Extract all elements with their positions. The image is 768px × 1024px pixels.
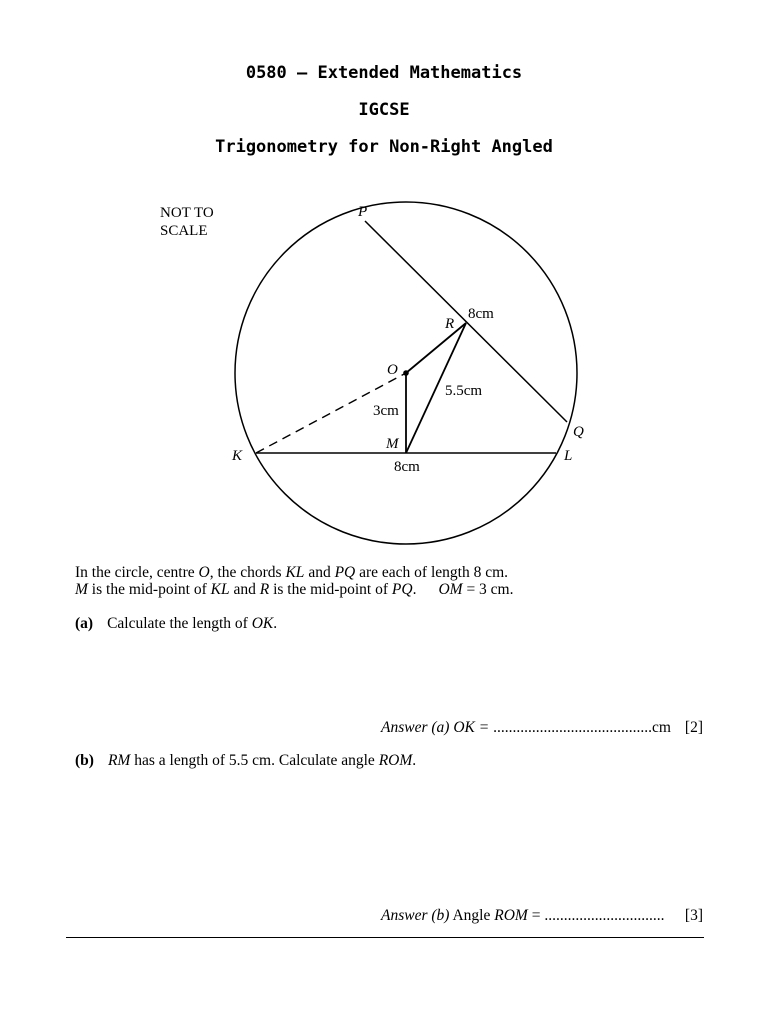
- label-K: K: [232, 448, 243, 464]
- not-to-scale-line2: SCALE: [160, 223, 208, 239]
- length-KL: 8cm: [394, 459, 420, 475]
- length-RM: 5.5cm: [445, 383, 483, 399]
- answer-b-line: Answer (b) Angle ROM = ............................... [3]: [381, 907, 703, 924]
- header-title-line3: Trigonometry for Non-Right Angled: [215, 137, 553, 157]
- label-Q: Q: [573, 424, 584, 440]
- page-divider: [66, 937, 704, 938]
- centre-point-O: [403, 370, 409, 376]
- marks-b: [3]: [684, 907, 703, 924]
- answer-b-blank: ...............................: [544, 907, 665, 924]
- label-O: O: [387, 362, 398, 378]
- part-b-question: (b) RM has a length of 5.5 cm. Calculate angle ROM.: [75, 752, 417, 769]
- header-title-line1: 0580 – Extended Mathematics: [245, 63, 523, 83]
- answer-a-blank: .........................................: [493, 719, 652, 736]
- length-OM: 3cm: [373, 403, 399, 419]
- label-L: L: [564, 448, 573, 464]
- label-R: R: [445, 316, 455, 332]
- part-b-label: (b): [75, 752, 94, 769]
- answer-a-line: Answer (a) OK = .........................................cm [2]: [381, 719, 703, 736]
- label-M: M: [386, 436, 399, 452]
- question-stem-line1: In the circle, centre O, the chords KL and PQ are each of length 8 cm.: [75, 564, 509, 581]
- not-to-scale-line1: NOT TO: [160, 205, 214, 221]
- question-stem-line2: M is the mid-point of KL and R is the mid-point of PQ. OM = 3 cm.: [75, 581, 514, 598]
- marks-a: [2]: [684, 719, 703, 736]
- header-title-line2: IGCSE: [358, 100, 410, 120]
- length-RQ: 8cm: [468, 306, 494, 322]
- segment-OR: [406, 323, 466, 373]
- part-a-question: (a) Calculate the length of OK.: [75, 615, 278, 632]
- label-P: P: [358, 204, 368, 220]
- part-a-label: (a): [75, 615, 94, 632]
